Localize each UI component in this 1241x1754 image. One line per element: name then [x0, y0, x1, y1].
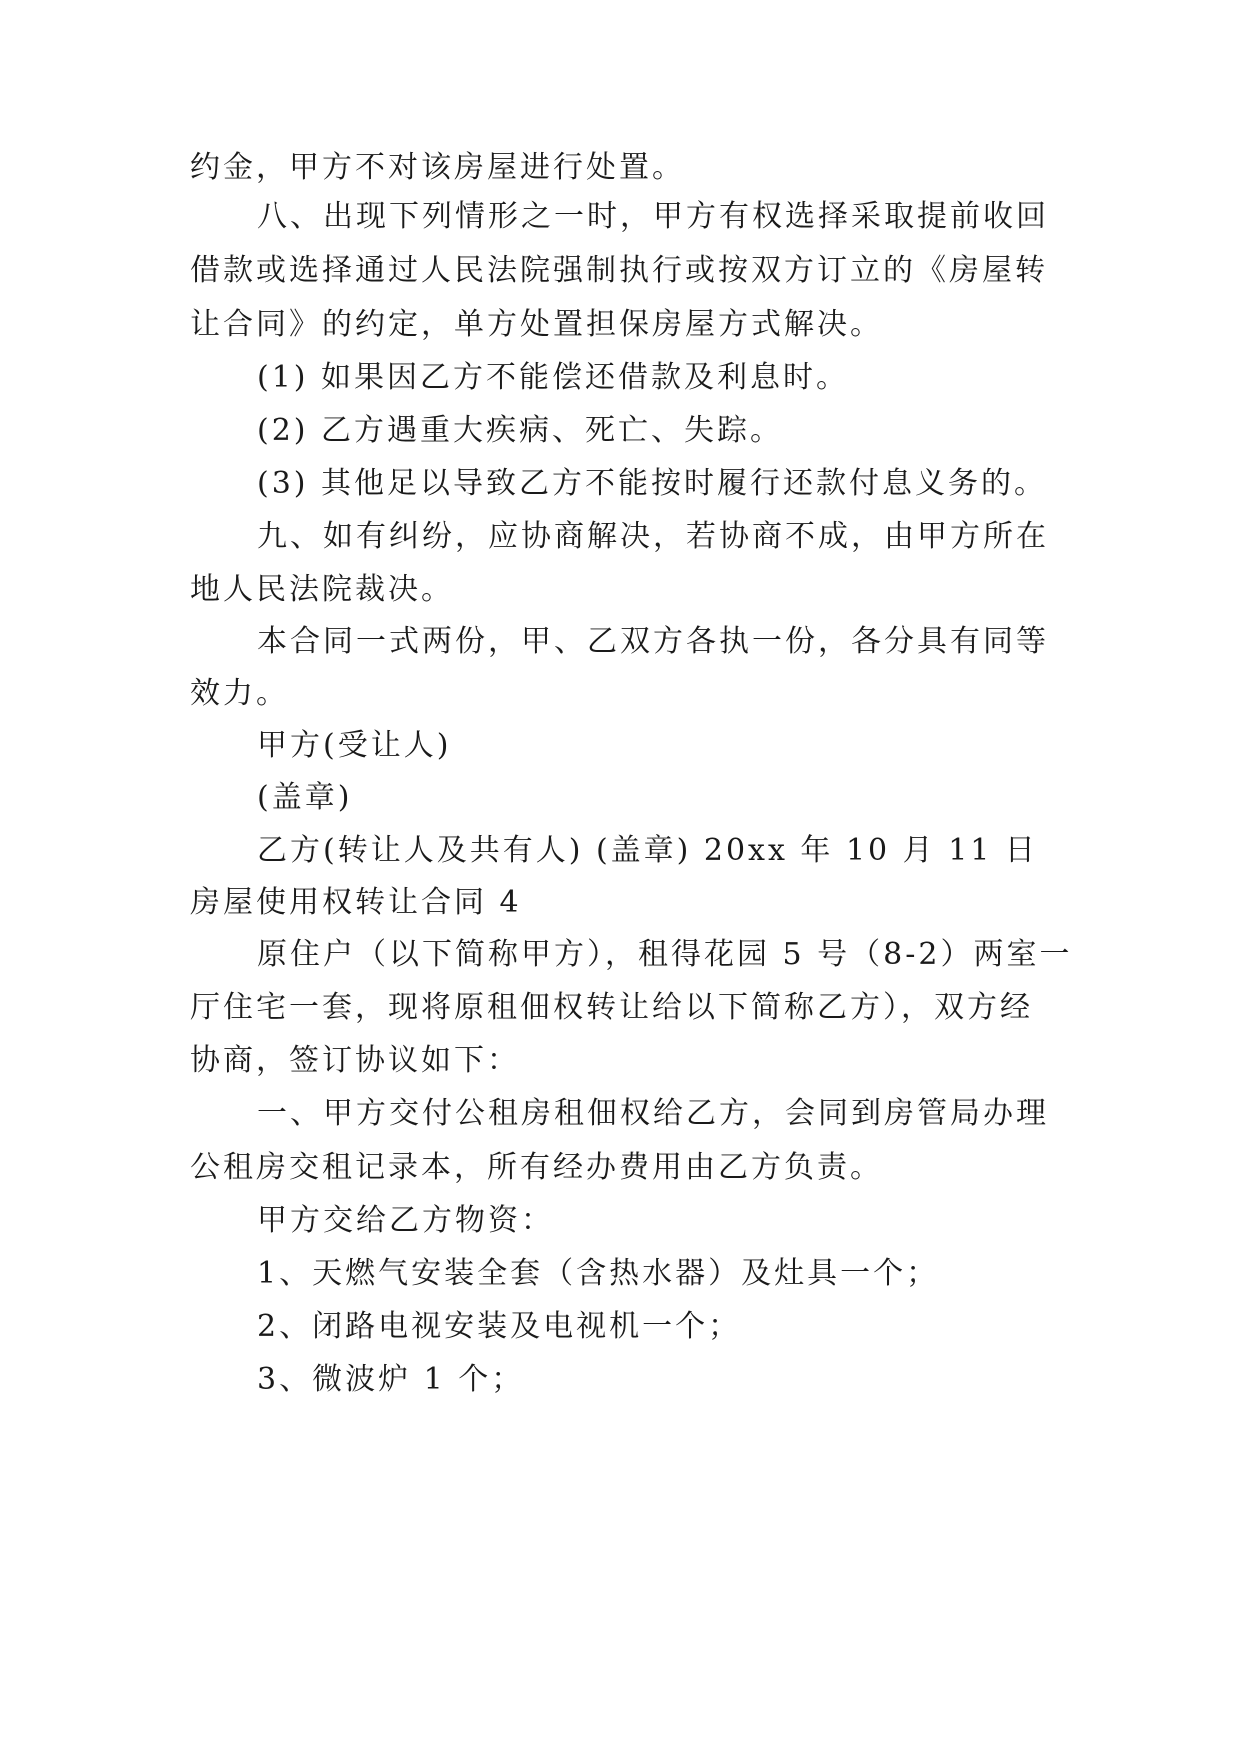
list-item: (3) 其他足以导致乙方不能按时履行还款付息义务的。 [257, 466, 1048, 501]
list-item: 2、闭路电视安装及电视机一个； [257, 1309, 742, 1344]
clause-1-heading: 一、甲方交付公租房租佃权给乙方，会同到房管局办理 [257, 1096, 1049, 1131]
text-line: 公租房交租记录本，所有经办费用由乙方负责。 [190, 1150, 883, 1185]
section-title: 房屋使用权转让合同 4 [190, 885, 522, 920]
text-line: 厅住宅一套，现将原租佃权转让给以下简称乙方），双方经 [190, 990, 1033, 1025]
text-line: 本合同一式两份，甲、乙双方各执一份，各分具有同等 [257, 624, 1049, 659]
party-b-signature-line: 乙方(转让人及共有人) (盖章) 20xx 年 10 月 11 日 [257, 833, 1038, 868]
party-a-label: 甲方(受让人) [257, 728, 452, 763]
list-item: (2) 乙方遇重大疾病、死亡、失踪。 [257, 413, 784, 448]
text-line: 效力。 [190, 676, 289, 711]
text-line: 协商，签订协议如下： [190, 1043, 520, 1078]
list-item: 1、天燃气安装全套（含热水器）及灶具一个； [257, 1256, 940, 1291]
text-line: 让合同》的约定，单方处置担保房屋方式解决。 [190, 307, 883, 342]
clause-8-heading: 八、出现下列情形之一时，甲方有权选择采取提前收回 [257, 199, 1049, 234]
seal-label: (盖章) [257, 780, 353, 815]
text-line: 借款或选择通过人民法院强制执行或按双方订立的《房屋转 [190, 253, 1048, 288]
list-item: (1) 如果因乙方不能偿还借款及利息时。 [257, 360, 850, 395]
text-line: 甲方交给乙方物资： [257, 1203, 554, 1238]
text-line: 原住户（以下简称甲方），租得花园 5 号（8-2）两室一 [257, 937, 1073, 972]
text-line: 地人民法院裁决。 [190, 572, 454, 607]
list-item: 3、微波炉 1 个； [257, 1362, 525, 1397]
clause-9-heading: 九、如有纠纷，应协商解决，若协商不成，由甲方所在 [257, 519, 1049, 554]
text-line: 约金，甲方不对该房屋进行处置。 [190, 150, 685, 185]
